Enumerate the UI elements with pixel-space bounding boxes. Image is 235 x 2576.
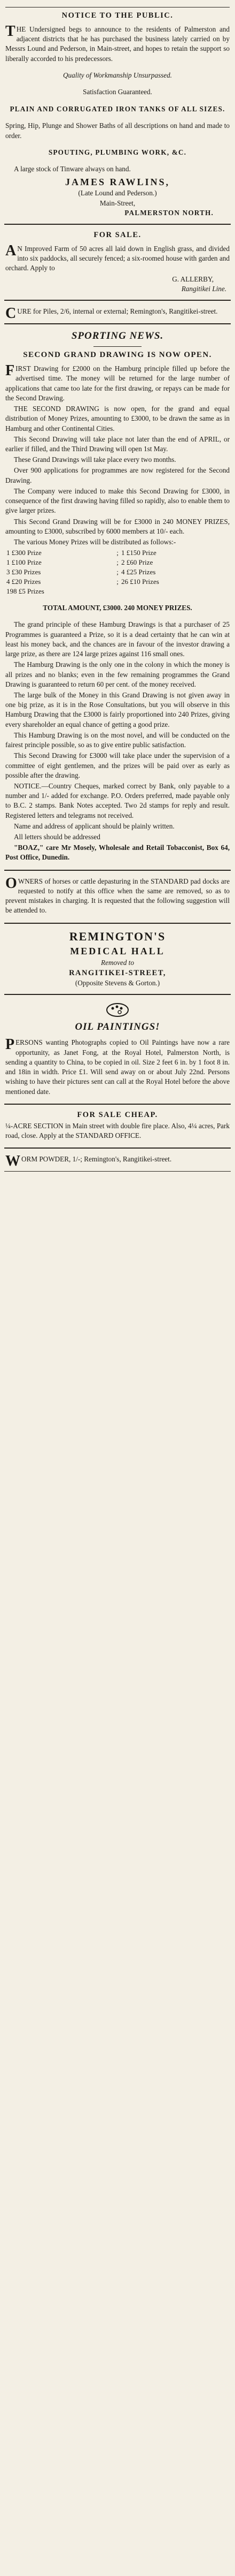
notice-intro: THE Undersigned begs to announce to the residents of Palmerston and adjacent districts that he has purchased the business lately carried on by Messrs Lound and Pederson, in Main-street, and hopes to retain the support so liberally accorded to his predecessors. bbox=[5, 23, 230, 63]
bottom-divider bbox=[4, 1171, 231, 1172]
prize-cell: 1 £300 Prize bbox=[6, 549, 42, 557]
oil-title: OIL PAINTINGS! bbox=[75, 1021, 160, 1033]
remington-street: RANGITIKEI-STREET, bbox=[69, 968, 166, 977]
prize-cell: 3 £30 Prizes bbox=[6, 568, 41, 576]
sporting-p11: The large bulk of the Money in this Grand Drawing is not given away in one big prize, as it is in the Rose Consultations, but you will observe in this Hamburg Drawing that the £3000 is fairly proportioned into 240 Prizes, giving every shareholder an equal chance of getting a good prize. bbox=[5, 690, 230, 728]
piles-ad bbox=[4, 303, 231, 321]
prize-cell: 4 £25 Prizes bbox=[121, 568, 156, 576]
oil-paintings-ad bbox=[4, 998, 231, 1101]
prize-cell: 26 £10 Prizes bbox=[121, 577, 159, 586]
notice-baths: Spring, Hip, Plunge and Shower Baths of all descriptions on hand and made to order. bbox=[5, 121, 230, 140]
newspaper-column bbox=[4, 0, 231, 1182]
remington-opposite: (Opposite Stevens & Gorton.) bbox=[75, 978, 160, 987]
sporting-p9: The grand principle of these Hamburg Drawings is that a purchaser of 25 Programmes is guaranteed a Prize, so it is a dead certainty that he can win at least his money back, and the chances are in favour of the investor drawing a large prize, as there are 124 large prizes against 116 small ones. bbox=[5, 620, 230, 658]
sporting-total: TOTAL AMOUNT, £3000. 240 MONEY PRIZES. bbox=[43, 604, 192, 612]
sporting-p8: The various Money Prizes will be distributed as follows:- bbox=[14, 537, 176, 546]
sporting-p14: NOTICE.—Country Cheques, marked correct by Bank, only payable to a number and 1/- added for exchange. P.O. Orders preferred, made payable only to B.C. 2 stamps. Bank Notes accepted. Two 2d stamps for reply and result. Registered letters and telegrams not received. bbox=[5, 781, 230, 819]
sporting-p4: These Grand Drawings will take place every two months. bbox=[14, 455, 176, 464]
piles-body: CURE for Piles, 2/6, internal or external; Remington's, Rangitikei-street. bbox=[5, 305, 218, 322]
palette-ornament-icon bbox=[105, 1002, 130, 1018]
prize-cell bbox=[120, 587, 230, 596]
remington-ad bbox=[4, 926, 231, 992]
sporting-p1: FIRST Drawing for £2000 on the Hamburg principle filled up before the advertised time. The money will be returned for the large number of applications that came too late for the first drawing, or repays can be made for the Second Drawing. bbox=[5, 362, 230, 402]
owners-ad bbox=[4, 873, 231, 920]
short-rule bbox=[93, 346, 142, 347]
prize-row: 1 £300 Prize ; 1 £150 Prize bbox=[5, 548, 230, 558]
sporting-p2: THE SECOND DRAWING is now open, for the grand and equal distribution of Money Prizes, amounting to £3000, to be drawn the same as in Hamburg and other Continental Cities. bbox=[5, 405, 230, 432]
notice-tinware: A large stock of Tinware always on hand. bbox=[14, 165, 131, 173]
sporting-title: SPORTING NEWS. bbox=[71, 330, 164, 342]
prize-row bbox=[5, 587, 230, 596]
prize-row: 3 £30 Prizes ; 4 £25 Prizes bbox=[5, 567, 230, 577]
sporting-p10: The Hamburg Drawing is the only one in the colony in which the money is all prizes and no blanks; even in the few remaining programmes the Grand Drawing is guaranteed to return 60 per cent. of the money received. bbox=[5, 660, 230, 688]
notice-name: JAMES RAWLINS, bbox=[65, 176, 170, 187]
for-sale-cheap-title: FOR SALE CHEAP. bbox=[77, 1110, 158, 1119]
prize-cell: 2 £60 Prize bbox=[121, 558, 153, 567]
divider bbox=[4, 1148, 231, 1149]
owners-body: OWNERS of horses or cattle depasturing in the STANDARD pad docks are requested to notify at this office when the same are removed, so as to prevent mistakes in charging. It is requested that the following suggestion will be attended to. bbox=[5, 875, 230, 915]
remington-removed: Removed to bbox=[101, 958, 134, 967]
sporting-address: "BOAZ," care Mr Mosely, Wholesale and Retail Tobacconist, Box 64, Post Office, Dunedin. bbox=[5, 844, 230, 862]
prize-cell: 1 £100 Prize bbox=[6, 558, 42, 567]
notice-tanks: PLAIN AND CORRUGATED IRON TANKS OF ALL SIZES. bbox=[10, 104, 225, 113]
worm-body: WORM POWDER, 1/-; Remington's, Rangitikei-street. bbox=[5, 1153, 172, 1170]
divider bbox=[4, 1104, 231, 1105]
sporting-subtitle: SECOND GRAND DRAWING IS NOW OPEN. bbox=[23, 350, 212, 359]
prize-cell: 198 £5 Prizes bbox=[6, 587, 44, 595]
divider bbox=[4, 323, 231, 324]
divider bbox=[4, 870, 231, 871]
for-sale-agent: G. ALLERBY, bbox=[172, 275, 214, 283]
notice-satisfaction: Satisfaction Guaranteed. bbox=[83, 88, 152, 96]
prize-cell: 4 £20 Prizes bbox=[6, 577, 41, 586]
for-sale-body: AN Improved Farm of 50 acres all laid down in English grass, and divided into six paddocks, all securely fenced; a six-roomed house with garden and orchard. Apply to bbox=[5, 242, 230, 272]
oil-body: PERSONS wanting Photographs copied to Oil Paintings have now a rare opportunity, as Janet Fong, at the Royal Hotel, Palmerston North, is sending a quantity to China, to be copied in oil. Size 2 feet 6 in. by 1 foot 8 in. and 18in in width. Price £1. Will send away on or about July 22nd. Persons wishing to have their pictures sent can call at the Royal Hotel before the above mentioned date. bbox=[5, 1036, 230, 1096]
divider bbox=[4, 300, 231, 301]
remington-name: REMINGTON'S bbox=[69, 929, 166, 943]
for-sale-title: FOR SALE. bbox=[93, 231, 142, 240]
prize-row: 1 £100 Prize ; 2 £60 Prize bbox=[5, 558, 230, 567]
notice-quality: Quality of Workmanship Unsurpassed. bbox=[63, 71, 172, 80]
sporting-p16: All letters should be addressed bbox=[14, 833, 100, 841]
for-sale-cheap-ad bbox=[4, 1107, 231, 1145]
prize-cell: 1 £150 Prize bbox=[121, 549, 156, 557]
for-sale-farm-ad bbox=[4, 227, 231, 297]
remington-hall: MEDICAL HALL bbox=[70, 945, 165, 956]
divider bbox=[4, 994, 231, 995]
sporting-p5: Over 900 applications for programmes are now registered for the Second Drawing. bbox=[5, 466, 230, 484]
divider bbox=[4, 224, 231, 225]
for-sale-place: Rangitikei Line. bbox=[181, 284, 226, 293]
sporting-p7: This Second Grand Drawing will be for £3000 in 240 MONEY PRIZES, amounting to £3000, subscribed by 6000 members at 10/- each. bbox=[5, 517, 230, 535]
sporting-p15: Name and address of applicant should be plainly written. bbox=[14, 822, 175, 830]
notice-spouting: SPOUTING, PLUMBING WORK, &C. bbox=[48, 148, 187, 156]
prize-table bbox=[5, 548, 230, 596]
divider bbox=[4, 923, 231, 924]
sporting-p12: This Hamburg Drawing is on the most novel, and will be conducted on the fairest principle possible, so as to give entire public satisfaction. bbox=[5, 731, 230, 749]
notice-late: (Late Lound and Pederson.) bbox=[78, 189, 157, 197]
for-sale-cheap-body: ¼-ACRE SECTION in Main street with double fire place. Also, 4¼ acres, Park road, close. Apply at the STANDARD OFFICE. bbox=[5, 1121, 230, 1139]
notice-title: NOTICE TO THE PUBLIC. bbox=[61, 11, 174, 20]
notice-town: PALMERSTON NORTH. bbox=[124, 208, 214, 217]
sporting-p3: This Second Drawing will take place not later than the end of APRIL, or earlier if filled, and the Third Drawing will open 1st May. bbox=[5, 435, 230, 453]
sporting-p13: This Second Drawing for £3000 will take place under the supervision of a committee of eight gentlemen, and the prizes will be paid over as early as possible after the drawing. bbox=[5, 751, 230, 779]
worm-powder-ad bbox=[4, 1151, 231, 1168]
sporting-news-ad bbox=[4, 327, 231, 867]
prize-row: 4 £20 Prizes ; 26 £10 Prizes bbox=[5, 577, 230, 587]
notice-to-public-ad bbox=[4, 2, 231, 221]
notice-street: Main-Street, bbox=[99, 199, 136, 207]
sporting-p6: The Company were induced to make this Second Drawing for £3000, in consequence of the first drawing having filled so rapidly, also to enable them to give larger prizes. bbox=[5, 487, 230, 515]
